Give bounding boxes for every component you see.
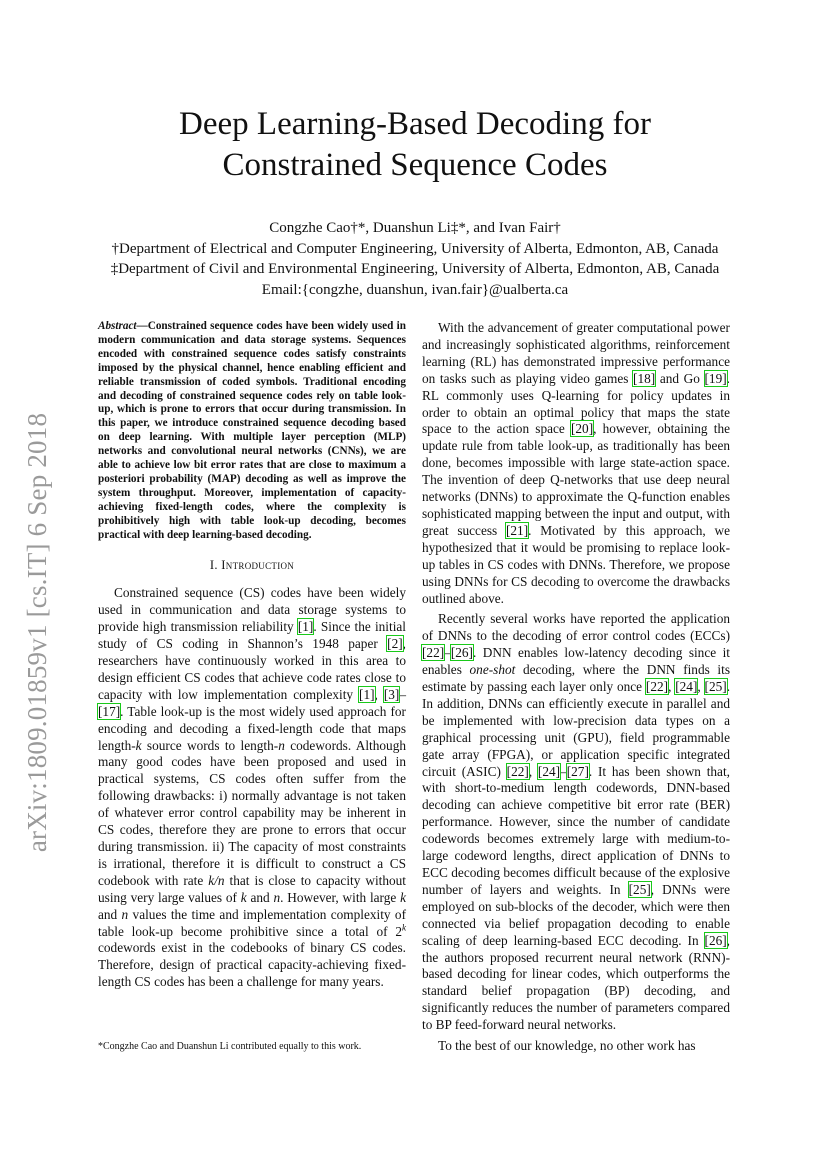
author-email: Email:{congzhe, duanshun, ivan.fair}@ualberta.ca (261, 281, 569, 298)
arxiv-identifier-stamp (18, 352, 58, 912)
citation-link[interactable]: [26] (450, 645, 473, 661)
intro-paragraph-4: To the best of our knowledge, no other work has (438, 1038, 696, 1054)
intro-paragraph-2: With the advancement of greater computational power and increasingly sophisticated algorithms, reinforcement learning (RL) has demonstrated impressive performance on tasks such as playing video games [18] and Go [19]. RL commonly uses Q-learning for policy updates in order to obtain an optimal policy that maps the state space to the action space [20], however, obtaining the update rule from table look-up, as traditionally has been done, becomes impossible with large state-action space. The invention of deep Q-networks that use deep neural networks (DNNs) to approximate the Q-function enables sophisticated mapping between the input and output, with great success [21]. Motivated by this approach, we hypothesized that it would be promising to replace look-up tables in CS codes with DNNs. Therefore, we propose using DNNs for CS decoding to overcome the drawbacks outlined above. (422, 320, 730, 606)
footnote-text: *Congzhe Cao and Duanshun Li contributed equally to this work. (98, 1041, 362, 1052)
emphasis-one-shot: one-shot (469, 662, 516, 678)
section-heading-introduction (98, 557, 406, 574)
footnote (98, 1040, 406, 1053)
intro-paragraph-1: Constrained sequence (CS) codes have been widely used in communication and data storage systems to provide high transmission reliability [1]. Since the initial study of CS coding in Shannon’s 1948 paper [2], researchers have continuously worked in this area to design efficient CS codes that achieve code rates close to capacity with low implementation complexity [1], [3]–[17]. Table look-up is the most widely used approach for encoding and decoding a fixed-length code that maps length-k source words to length-n codewords. Although many good codes have been proposed and used in practical systems, CS codes often suffer from the following drawbacks: i) normally advantage is not taken of whatever error control capability may be inherent in CS codes, therefore they are prone to errors that occur during transmission. ii) The capacity of most constraints is irrational, therefore it is difficult to construct a CS codebook with rate k/n that is close to capacity without using very large values of k and n. However, with large k and n values the time and implementation complexity of table look-up become prohibitive since a total of 2$^k$ codewords exist in the codebooks of binary CS codes. Therefore, design of practical capacity-achieving fixed-length CS codes has been a challenge for many years. (98, 585, 407, 990)
right-column (422, 320, 730, 1055)
abstract-lead: Abstract (98, 320, 137, 332)
section-numeral: I. (209, 557, 222, 572)
citation-link[interactable]: [27] (566, 763, 589, 779)
citation-link[interactable]: [22] (506, 763, 529, 779)
citation-link[interactable]: [3] (383, 686, 400, 702)
paper-title (100, 104, 730, 186)
author-names: Congzhe Cao†*, Duanshun Li‡*, and Ivan Fair† (269, 220, 561, 236)
citation-link[interactable]: [24] (675, 679, 698, 695)
citation-link[interactable]: [24] (537, 763, 561, 779)
affiliation-2: ‡Department of Civil and Environmental Engineering, University of Alberta, Edmonton, AB, Canada (110, 261, 720, 277)
citation-link[interactable]: [1] (297, 619, 314, 635)
citation-link[interactable]: [20] (570, 421, 594, 437)
citation-link[interactable]: [26] (704, 932, 727, 948)
citation-link[interactable]: [18] (633, 370, 656, 386)
section-title: Introduction (221, 557, 295, 572)
abstract (98, 320, 406, 543)
citation-link[interactable]: [2] (387, 636, 403, 652)
citation-link[interactable]: [22] (422, 645, 445, 661)
affiliation-1: †Department of Electrical and Computer Engineering, University of Alberta, Edmonton, AB, Canada (111, 240, 719, 257)
title-line-2: Constrained Sequence Codes (222, 147, 608, 183)
citation-link[interactable]: [22] (645, 679, 669, 695)
citation-link[interactable]: [1] (359, 686, 375, 702)
left-column (98, 320, 406, 991)
abstract-text: —Constrained sequence codes have been widely used in modern communication and data storage systems. Sequences encoded with constrained sequence codes satisfy constraints imposed by the physical channel, hence enabling efficient and reliable transmission of coded symbols. Traditional encoding and decoding of constrained sequence codes rely on table look-up, which is prone to errors that occur during transmission. In this paper, we introduce constrained sequence decoding based on deep learning. With multiple layer perception (MLP) networks and convolutional neural networks (CNNs), we are able to achieve low bit error rates that are close to maximum a posteriori probability (MAP) decoding as well as improve the system throughput. Moreover, implementation of capacity-achieving fixed-length codes, where the complexity is prohibitively high with table look-up decoding, becomes practical with deep learning-based decoding. (98, 320, 406, 541)
author-block (90, 218, 740, 300)
citation-link[interactable]: [25] (628, 881, 651, 897)
citation-link[interactable]: [25] (704, 679, 727, 695)
intro-paragraph-3: Recently several works have reported the application of DNNs to the decoding of error control codes (ECCs) [22]–[26]. DNN enables low-latency decoding since it enables one-shot decoding, where the DNN finds its estimate by passing each layer only once [22], [24], [25]. In addition, DNNs can efficiently execute in parallel and be implemented with low-precision data types on a graphical processing unit (GPU), field programmable gate array (FPGA), or application specific integrated circuit (ASIC) [22], [24]–[27]. It has been shown that, with short-to-medium length codewords, DNN-based decoding can achieve competitive bit error rate (BER) performance. However, since the number of candidate codewords becomes extremely large with medium-to-large codeword lengths, direct application of DNNs to ECC decoding becomes difficult because of the explosive number of layers and weights. In [25], DNNs were employed on sub-blocks of the decoder, which were then connected via belief propagation decoding to enable scaling of deep learning-based ECC decoding. In [26], the authors proposed recurrent neural network (RNN)-based decoding for linear codes, which outperforms the standard belief propagation (BP) decoding, and significantly reduces the number of parameters compared to BP feed-forward neural networks. (422, 611, 731, 1033)
title-line-1: Deep Learning-Based Decoding for (179, 106, 651, 142)
citation-link[interactable]: [21] (505, 522, 529, 538)
citation-link[interactable]: [17] (98, 703, 121, 719)
citation-link[interactable]: [19] (704, 370, 727, 386)
arxiv-identifier-text: arXiv:1809.01859v1 [cs.IT] 6 Sep 2018 (22, 412, 53, 852)
